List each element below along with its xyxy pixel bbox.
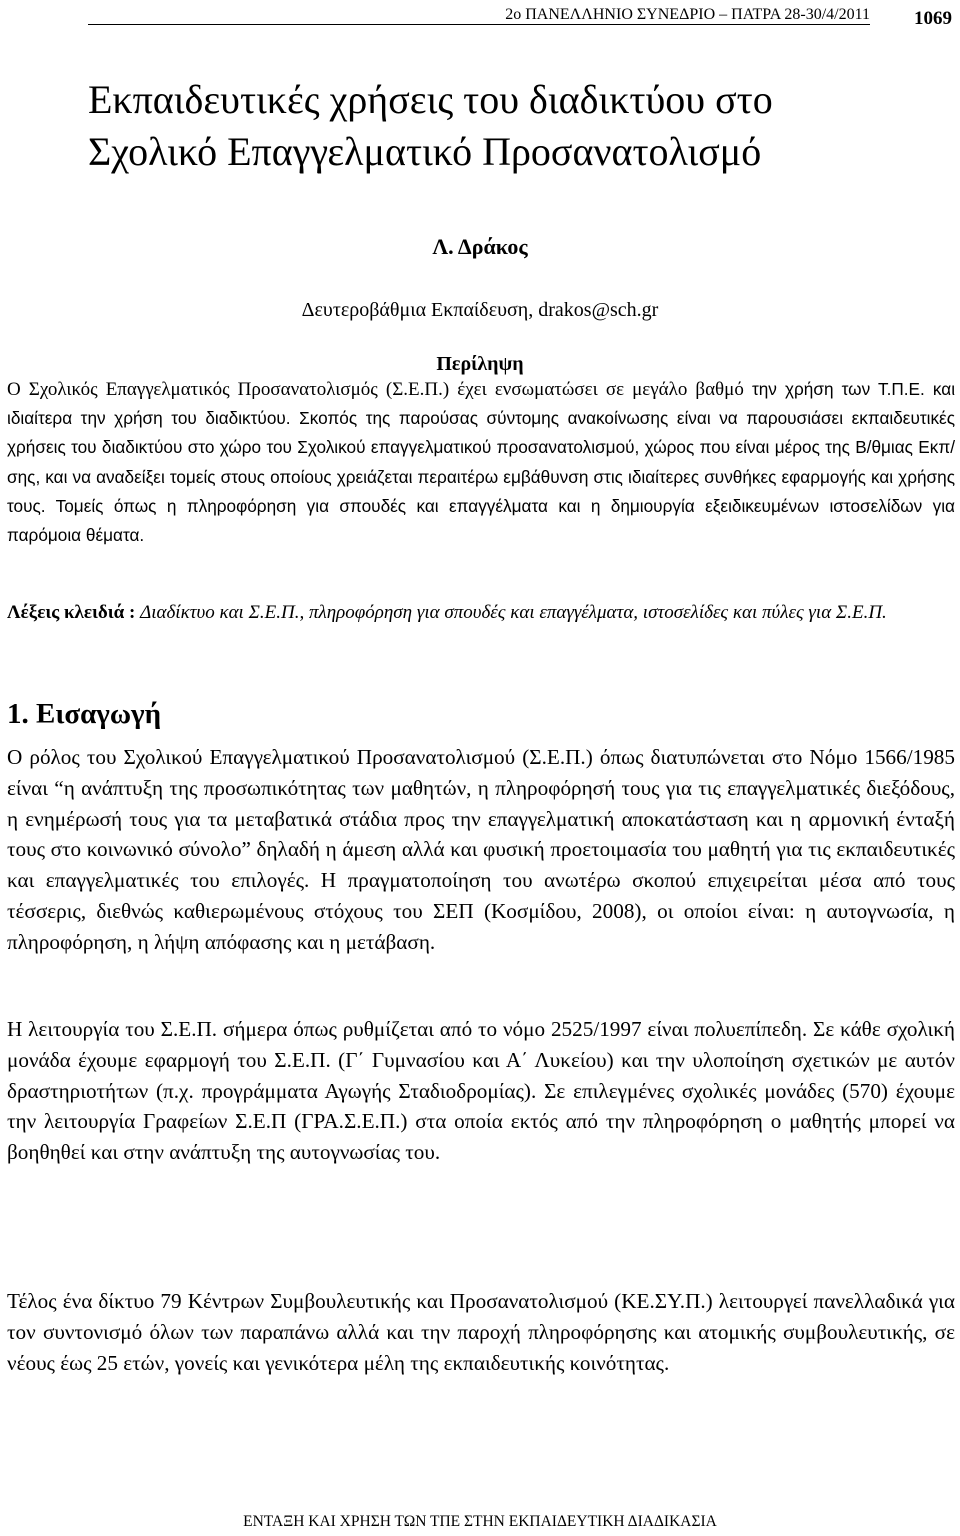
body-paragraph: Τέλος ένα δίκτυο 79 Κέντρων Συμβουλευτικής και Προσανατολισμού (ΚΕ.ΣΥ.Π.) λειτουργεί πανελλαδικά για τον συντονισμό όλων των παραπάνω αλλά και την παροχή πληροφόρησης και ατομικής συμβουλευτικής, σε νέους έως 25 ετών, γονείς και γενικότερα μέλη της εκπαιδευτικής κοινότητας. — [7, 1289, 955, 1375]
running-footer: ΕΝΤΑΞΗ ΚΑΙ ΧΡΗΣΗ ΤΩΝ ΤΠΕ ΣΤΗΝ ΕΚΠΑΙΔΕΥΤΙΚΗ ΔΙΑΔΙΚΑΣΙΑ — [243, 1513, 717, 1530]
abstract-body: την χρήση των Τ.Π.Ε. και ιδιαίτερα την χρήση του διαδικτύου. Σκοπός της παρούσας σύντομης ανακοίνωσης είναι να παρουσιάσει εκπαιδευτικές χρήσεις του διαδικτύου στο χώρο του Σχολικού επαγγελματικού προσανατολισμού, χώρος που είναι μέρος της Β/θμιας Εκπ/σης, και να αναδείξει τομείς στους οποίους χρειάζεται περαιτέρω εμβάθυνση στις ιδιαίτερες συνθήκες εφαρμογής και χρήσης τους. Τομείς όπως η πληροφόρηση για σπουδές και επαγγέλματα και η δημιουργία εξειδικευμένων ιστοσελίδων για παρόμοια θέματα. — [7, 379, 956, 546]
keywords — [7, 598, 955, 628]
paper-title: Εκπαιδευτικές χρήσεις του διαδικτύου στο Σχολικό Επαγγελματικό Προσανατολισμό — [88, 77, 773, 174]
body-paragraph: Η λειτουργία του Σ.Ε.Π. σήμερα όπως ρυθμίζεται από το νόμο 2525/1997 είναι πολυεπίπεδη. Σε κάθε σχολική μονάδα έχουμε εφαρμογή του Σ.Ε.Π. (Γ΄ Γυμνασίου και Α΄ Λυκείου) και την υλοποίηση σχετικών με αυτόν δραστηριοτήτων (π.χ. προγράμματα Αγωγής Σταδιοδρομίας). Σε επιλεγμένες σχολικές μονάδες (570) έχουμε την λειτουργία Γραφείων Σ.Ε.Π (ΓΡΑ.Σ.Ε.Π.) στα οποία εκτός από την πληροφόρηση ο μαθητής μπορεί να βοηθηθεί και στην ανάπτυξη της αυτογνωσίας του. — [7, 1017, 955, 1165]
author-name: Λ. Δράκος — [432, 234, 528, 259]
header-rule — [88, 24, 870, 25]
keywords-label: Λέξεις κλειδιά : — [7, 602, 136, 623]
body-paragraph: Ο ρόλος του Σχολικού Επαγγελματικού Προσανατολισμού (Σ.Ε.Π.) όπως διατυπώνεται στο Νόμο 1566/1985 είναι “η ανάπτυξη της προσωπικότητας των μαθητών, η πληροφόρησή τους για τις επαγγελματικές διεξόδους, η ενημέρωσή τους για τα μεταβατικά στάδια προς την επαγγελματική αποκατάσταση και η αρμονική ένταξή τους στο κοινωνικό σύνολο” δηλαδή η άμεση αλλά και φυσική προετοιμασία του μαθητή για τις εκπαιδευτικές και επαγγελματικές του επιλογές. Η πραγματοποίηση του ανωτέρω σκοπού επιχειρείται μέσα από τους τέσσερις, διεθνώς καθιερωμένους στόχους του ΣΕΠ (Κοσμίδου, 2008), οι οποίοι είναι: η αυτογνωσία, η πληροφόρηση, η λήψη απόφασης και η μετάβαση. — [7, 745, 955, 954]
abstract-heading: Περίληψη — [436, 353, 524, 375]
author-affiliation: Δευτεροβάθμια Εκπαίδευση, drakos@sch.gr — [301, 299, 659, 321]
abstract-intro: Ο Σχολικός Επαγγελματικός Προσανατολισμός (Σ.Ε.Π.) έχει ενσωματώσει σε μεγάλο βαθμό — [7, 379, 744, 400]
page-number: 1069 — [914, 8, 952, 29]
section-title: 1. Εισαγωγή — [7, 698, 162, 730]
abstract-text — [7, 375, 955, 550]
keywords-text: Διαδίκτυο και Σ.Ε.Π., πληροφόρηση για σπουδές και επαγγέλματα, ιστοσελίδες και πύλες για Σ.Ε.Π. — [140, 602, 887, 623]
running-header: 2ο ΠΑΝΕΛΛΗΝΙΟ ΣΥΝΕΔΡΙΟ – ΠΑΤΡΑ 28-30/4/2011 — [505, 6, 870, 23]
